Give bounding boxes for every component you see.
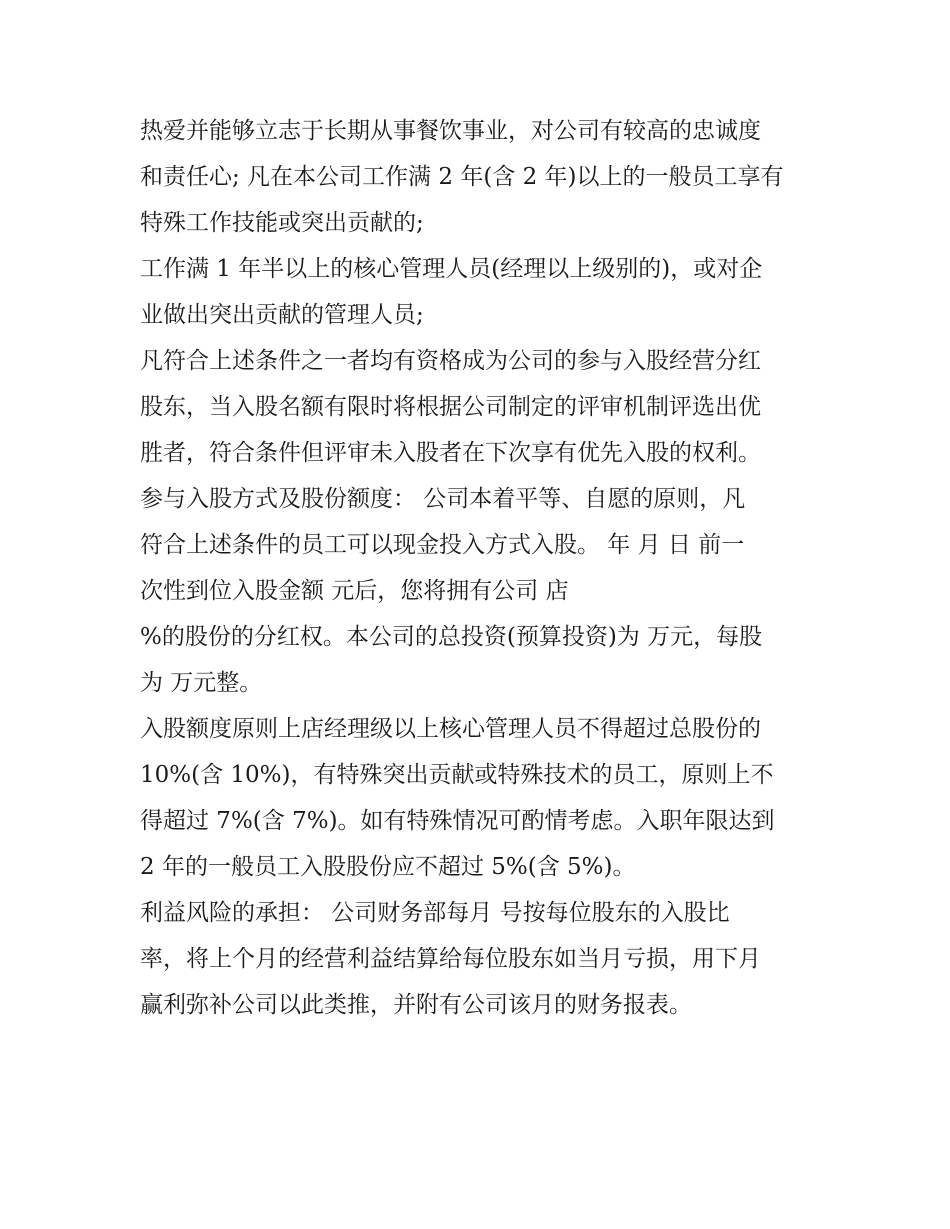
text-line: 2 年的一般员工入股股份应不超过 5%(含 5%)。: [140, 854, 636, 880]
text-line: 和责任心; 凡在本公司工作满 2 年(含 2 年)以上的一般员工享有: [140, 164, 784, 190]
text-line: 热爱并能够立志于长期从事餐饮事业，对公司有较高的忠诚度: [140, 118, 761, 144]
text-line: 率，将上个月的经营利益结算给每位股东如当月亏损，用下月: [140, 946, 761, 972]
text-line: 凡符合上述条件之一者均有资格成为公司的参与入股经营分红: [140, 348, 761, 374]
text-line: 胜者，符合条件但评审未入股者在下次享有优先入股的权利。: [140, 440, 761, 466]
text-line: 赢利弥补公司以此类推，并附有公司该月的财务报表。: [140, 992, 692, 1018]
text-line: 为 万元整。: [140, 670, 263, 696]
text-line: %的股份的分红权。本公司的总投资(预算投资)为 万元，每股: [140, 624, 763, 650]
text-line: 符合上述条件的员工可以现金投入方式入股。 年 月 日 前一: [140, 532, 745, 558]
document-body: [140, 108, 820, 1028]
text-line: 业做出突出贡献的管理人员;: [140, 302, 424, 328]
text-line: 得超过 7%(含 7%)。如有特殊情况可酌情考虑。入职年限达到: [140, 808, 775, 834]
text-line: 参与入股方式及股份额度： 公司本着平等、自愿的原则，凡: [140, 486, 746, 512]
text-line: 工作满 1 年半以上的核心管理人员(经理以上级别的)，或对企: [140, 256, 763, 282]
text-line: 特殊工作技能或突出贡献的;: [140, 210, 424, 236]
text-line: 股东，当入股名额有限时将根据公司制定的评审机制评选出优: [140, 394, 761, 420]
text-line: 10%(含 10%)，有特殊突出贡献或特殊技术的员工，原则上不: [140, 762, 774, 788]
text-line: 次性到位入股金额 元后，您将拥有公司 店: [140, 578, 569, 604]
text-line: 入股额度原则上店经理级以上核心管理人员不得超过总股份的: [140, 716, 761, 742]
text-line: 利益风险的承担： 公司财务部每月 号按每位股东的入股比: [140, 900, 730, 926]
